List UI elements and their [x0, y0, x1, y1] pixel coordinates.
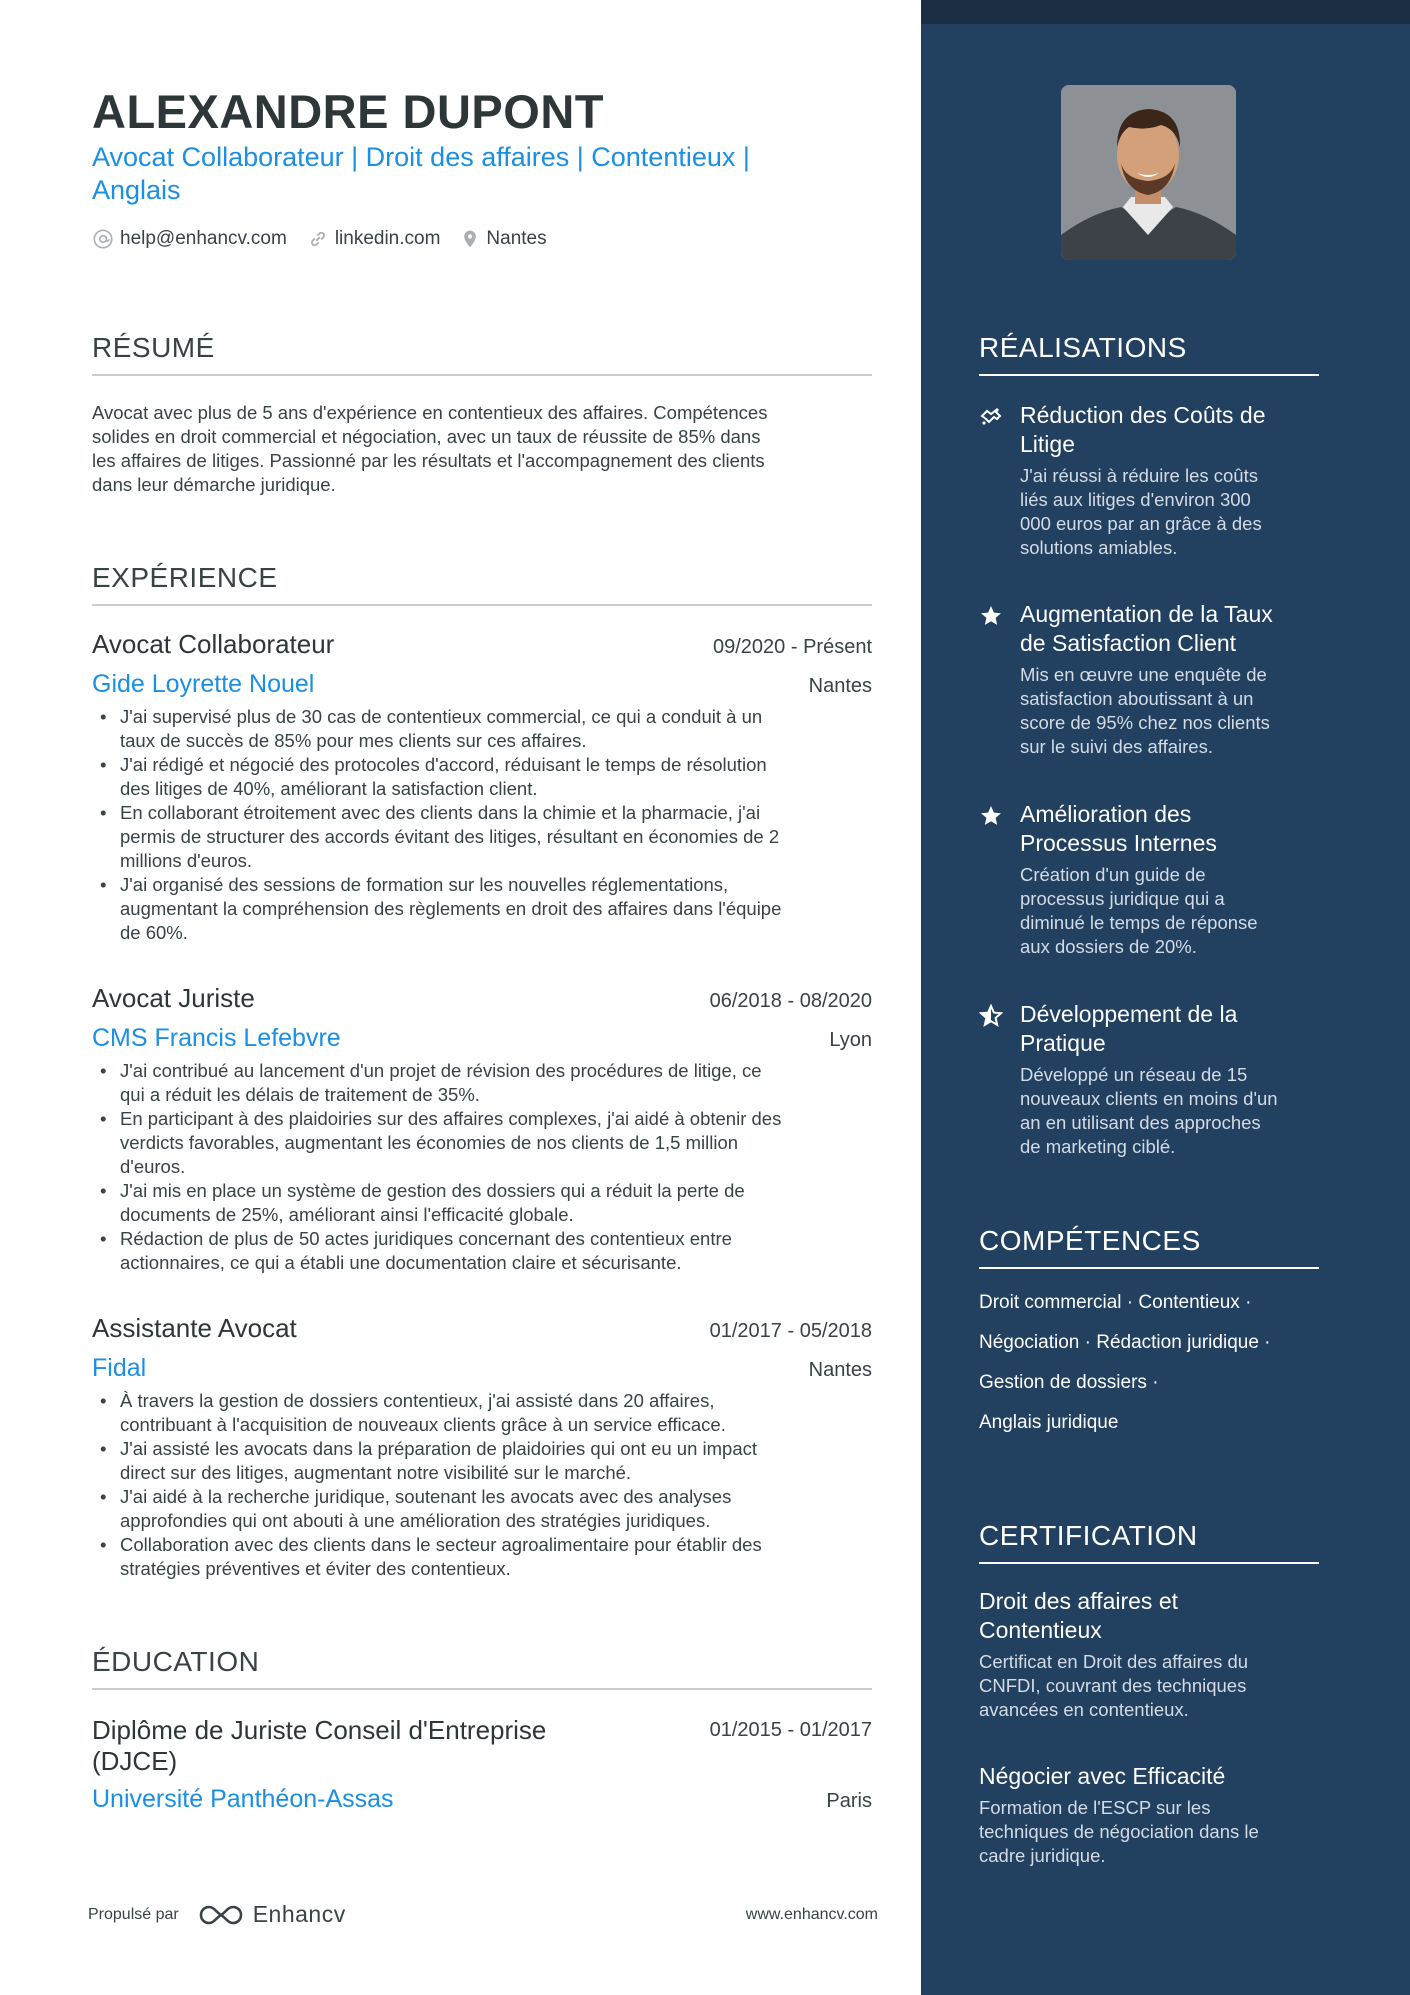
- certification-text: Certificat en Droit des affaires du CNFDI, couvrant des techniques avancées en contentieux.: [979, 1651, 1249, 1720]
- education-date: 01/2015 - 01/2017: [709, 1719, 872, 1741]
- achievement-text: Mis en œuvre une enquête de satisfaction aboutissant à un score de 95% chez nos clients sur le suivi des affaires.: [1020, 664, 1270, 757]
- certification-item: [979, 1587, 1319, 1722]
- job-entry: [92, 1313, 872, 1581]
- star-half-icon: [979, 1004, 1003, 1028]
- job-date: 06/2018 - 08/2020: [709, 990, 872, 1012]
- achievement-item: [979, 600, 1319, 759]
- job-title: Avocat Collaborateur: [92, 629, 335, 659]
- education-entry: [92, 1715, 872, 1814]
- headline-line: Avocat Collaborateur | Droit des affaires | Contentieux |: [92, 142, 750, 172]
- brand-name: Enhancv: [252, 1901, 346, 1927]
- job-location: Lyon: [829, 1029, 872, 1051]
- achievement-item: [979, 1000, 1319, 1159]
- certification-heading: CERTIFICATION: [979, 1520, 1319, 1564]
- job-bullet: • J'ai organisé des sessions de formation sur les nouvelles réglementations, augmentant la compréhension des règlements en droit des affaires dans l'équipe de 60%.: [92, 873, 872, 945]
- job-bullet: • J'ai aidé à la recherche juridique, soutenant les avocats avec des analyses approfondies qui ont abouti à une amélioration des stratégies juridiques.: [92, 1485, 872, 1533]
- summary-text: [92, 401, 872, 497]
- skills-heading: COMPÉTENCES: [979, 1225, 1319, 1269]
- summary-line: solides en droit commercial et négociation, avec un taux de réussite de 85% dans: [92, 426, 761, 447]
- contact-email[interactable]: [92, 228, 287, 250]
- job-company: CMS Francis Lefebvre: [92, 1024, 341, 1052]
- enhancv-logo-icon: [197, 1902, 245, 1928]
- job-bullet: • J'ai mis en place un système de gestion des dossiers qui a réduit la perte de documents de 25%, améliorant ainsi l'efficacité globale.: [92, 1179, 872, 1227]
- achievement-title: Réduction des Coûts de Litige: [1020, 402, 1266, 457]
- certification-title: Droit des affaires et Contentieux: [979, 1588, 1179, 1643]
- achievement-title: Développement de la Pratique: [1020, 1001, 1238, 1056]
- job-bullet: • J'ai supervisé plus de 30 cas de contentieux commercial, ce qui a conduit à un taux de succès de 85% pour mes clients sur ces affaires.: [92, 705, 872, 753]
- star-icon: [979, 804, 1003, 828]
- linkedin-text: linkedin.com: [334, 228, 441, 249]
- achievement-title: Augmentation de la Taux de Satisfaction Client: [1020, 601, 1273, 656]
- handshake-icon: [979, 405, 1003, 429]
- experience-heading: EXPÉRIENCE: [92, 562, 872, 606]
- job-bullets: [92, 1059, 872, 1275]
- job-bullet: • J'ai rédigé et négocié des protocoles d'accord, réduisant le temps de résolution des litiges de 40%, améliorant la satisfaction client.: [92, 753, 872, 801]
- brand-logo[interactable]: [197, 1901, 346, 1928]
- link-icon: [307, 228, 329, 250]
- summary-heading: RÉSUMÉ: [92, 332, 872, 376]
- achievement-item: [979, 800, 1319, 959]
- contact-bar: [92, 228, 567, 250]
- contact-location: [460, 228, 546, 250]
- location-text: Nantes: [486, 228, 547, 249]
- at-icon: [92, 228, 114, 250]
- job-bullet: • J'ai assisté les avocats dans la préparation de plaidoiries qui ont eu un impact direct sur des litiges, augmentant notre visibilité sur le marché.: [92, 1437, 872, 1485]
- footer-url[interactable]: www.enhancv.com: [745, 1905, 878, 1923]
- skill-line: Droit commercial · Contentieux ·: [979, 1292, 1252, 1313]
- job-date: 01/2017 - 05/2018: [709, 1320, 872, 1342]
- summary-line: les affaires de litiges. Passionné par les résultats et l'accompagnement des clients: [92, 450, 765, 471]
- summary-line: dans leur démarche juridique.: [92, 474, 336, 495]
- headline-line: Anglais: [92, 175, 181, 205]
- certification-text: Formation de l'ESCP sur les techniques de négociation dans le cadre juridique.: [979, 1797, 1259, 1866]
- job-company: Gide Loyrette Nouel: [92, 670, 315, 698]
- portrait-image: [1061, 85, 1236, 260]
- contact-linkedin[interactable]: [307, 228, 441, 250]
- sidebar: [921, 0, 1410, 1995]
- education-location: Paris: [826, 1790, 872, 1812]
- achievement-text: Création d'un guide de processus juridique qui a diminué le temps de réponse aux dossiers de 20%.: [1020, 864, 1258, 957]
- job-title: Avocat Juriste: [92, 983, 255, 1013]
- summary-line: Avocat avec plus de 5 ans d'expérience en contentieux des affaires. Compétences: [92, 402, 768, 423]
- achievement-text: J'ai réussi à réduire les coûts liés aux litiges d'environ 300 000 euros par an grâce à des solutions amiables.: [1020, 465, 1262, 558]
- email-text: help@enhancv.com: [120, 228, 287, 249]
- job-bullet: • J'ai contribué au lancement d'un projet de révision des procédures de litige, ce qui a réduit les délais de traitement de 35%.: [92, 1059, 872, 1107]
- headline: [92, 141, 812, 207]
- job-entry: [92, 629, 872, 945]
- location-pin-icon: [460, 228, 480, 250]
- star-icon: [979, 604, 1003, 628]
- sidebar-top-strip: [921, 0, 1410, 24]
- achievement-item: [979, 401, 1319, 560]
- job-location: Nantes: [808, 675, 872, 697]
- achievements-heading: RÉALISATIONS: [979, 332, 1319, 376]
- job-date: 09/2020 - Présent: [713, 636, 872, 658]
- school-name: Université Panthéon-Assas: [92, 1785, 394, 1813]
- certification-item: [979, 1762, 1319, 1868]
- job-company: Fidal: [92, 1354, 147, 1382]
- job-bullet: • À travers la gestion de dossiers contentieux, j'ai assisté dans 20 affaires, contribuant à l'acquisition de nouveaux clients grâce à un service efficace.: [92, 1389, 872, 1437]
- job-bullet: • Collaboration avec des clients dans le secteur agroalimentaire pour établir des stratégies préventives et éviter des contentieux.: [92, 1533, 872, 1581]
- degree-title: Diplôme de Juriste Conseil d'Entreprise (DJCE): [92, 1715, 547, 1776]
- footer: [88, 1901, 878, 1928]
- skill-line: Négociation · Rédaction juridique ·: [979, 1332, 1271, 1353]
- job-entry: [92, 983, 872, 1275]
- skills-list: [979, 1290, 1339, 1450]
- profile-photo: [1061, 85, 1236, 260]
- education-heading: ÉDUCATION: [92, 1646, 872, 1690]
- achievement-text: Développé un réseau de 15 nouveaux clients en moins d'un an en utilisant des approches de marketing ciblé.: [1020, 1064, 1278, 1157]
- job-bullet: • En collaborant étroitement avec des clients dans la chimie et la pharmacie, j'ai permis de structurer des accords évitant des litiges, résultant en économies de 2 millions d'euros.: [92, 801, 872, 873]
- job-bullets: [92, 705, 872, 945]
- skill-line: Gestion de dossiers ·: [979, 1372, 1159, 1393]
- job-location: Nantes: [808, 1359, 872, 1381]
- candidate-name: ALEXANDRE DUPONT: [92, 85, 604, 138]
- certification-title: Négocier avec Efficacité: [979, 1763, 1226, 1789]
- powered-by-label: Propulsé par: [88, 1905, 179, 1923]
- skill-line: Anglais juridique: [979, 1412, 1119, 1433]
- job-bullet: • En participant à des plaidoiries sur des affaires complexes, j'ai aidé à obtenir des verdicts favorables, augmentant les économies de nos clients de 1,5 million d'euros.: [92, 1107, 872, 1179]
- achievement-title: Amélioration des Processus Internes: [1020, 801, 1217, 856]
- job-title: Assistante Avocat: [92, 1313, 297, 1343]
- job-bullets: [92, 1389, 872, 1581]
- job-bullet: • Rédaction de plus de 50 actes juridiques concernant des contentieux entre actionnaires, ce qui a établi une documentation claire et sécurisante.: [92, 1227, 872, 1275]
